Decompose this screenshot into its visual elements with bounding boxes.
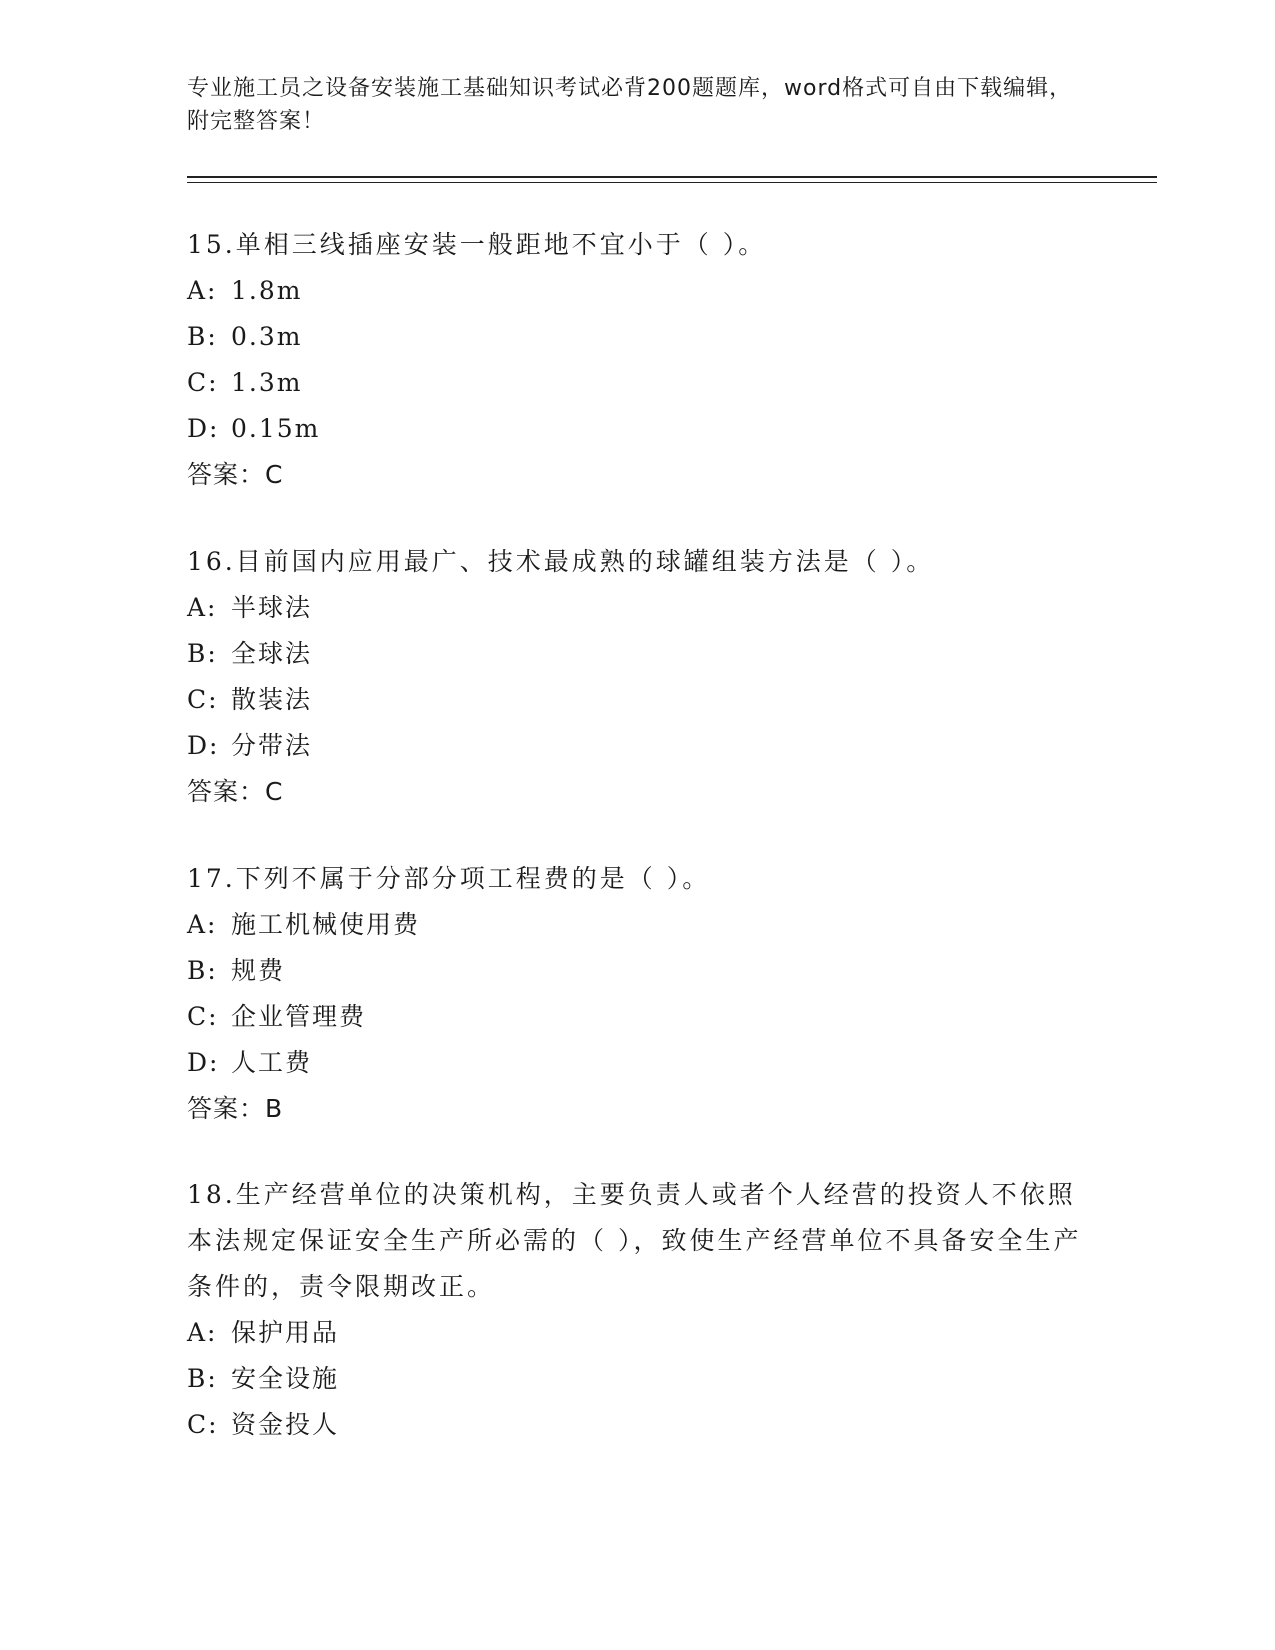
- option-d: [187, 406, 1087, 452]
- option-text: 安全设施: [231, 1364, 340, 1393]
- option-b: [187, 631, 1087, 677]
- option-b: [187, 948, 1087, 994]
- option-key: A:: [187, 910, 218, 939]
- option-text: 散装法: [231, 685, 313, 714]
- option-c: [187, 360, 1087, 406]
- question-stem: 18.生产经营单位的决策机构，主要负责人或者个人经营的投资人不依照本法规定保证安全生产所必需的（ ），致使生产经营单位不具备安全生产条件的，责令限期改正。: [187, 1180, 1082, 1301]
- option-a: [187, 902, 1087, 948]
- option-text: 0.15m: [231, 414, 321, 443]
- option-key: A:: [187, 593, 218, 622]
- option-text: 1.3m: [231, 368, 303, 397]
- question-16: [187, 539, 1087, 815]
- option-key: C:: [187, 368, 219, 397]
- option-key: B:: [187, 956, 218, 985]
- option-d: [187, 1040, 1087, 1086]
- option-c: [187, 1402, 1087, 1448]
- option-a: [187, 268, 1087, 314]
- option-text: 0.3m: [231, 322, 303, 351]
- option-key: C:: [187, 685, 219, 714]
- document-title: 专业施工员之设备安装施工基础知识考试必背200题题库，word格式可自由下载编辑，附完整答案！: [187, 76, 1073, 134]
- option-text: 规费: [231, 956, 286, 985]
- option-key: A:: [187, 276, 218, 305]
- option-key: B:: [187, 639, 218, 668]
- question-stem: 15.单相三线插座安装一般距地不宜小于（ ）。: [187, 230, 767, 259]
- option-text: 分带法: [231, 731, 313, 760]
- header-divider: [187, 176, 1157, 178]
- option-key: D:: [187, 1048, 220, 1077]
- option-a: [187, 1310, 1087, 1356]
- option-c: [187, 677, 1087, 723]
- option-b: [187, 314, 1087, 360]
- option-key: C:: [187, 1410, 219, 1439]
- answer-line: 答案：C: [187, 777, 284, 806]
- option-text: 资金投人: [231, 1410, 340, 1439]
- option-text: 1.8m: [231, 276, 303, 305]
- option-text: 保护用品: [231, 1318, 340, 1347]
- question-18: [187, 1172, 1087, 1448]
- option-b: [187, 1356, 1087, 1402]
- option-key: B:: [187, 1364, 218, 1393]
- option-key: D:: [187, 414, 220, 443]
- option-text: 半球法: [231, 593, 313, 622]
- question-stem: 16.目前国内应用最广、技术最成熟的球罐组装方法是（ ）。: [187, 547, 935, 576]
- option-text: 企业管理费: [231, 1002, 367, 1031]
- option-text: 人工费: [231, 1048, 313, 1077]
- question-15: [187, 222, 1087, 498]
- option-key: D:: [187, 731, 220, 760]
- option-key: A:: [187, 1318, 218, 1347]
- question-17: [187, 856, 1087, 1132]
- option-key: B:: [187, 322, 218, 351]
- answer-line: 答案：B: [187, 1094, 284, 1123]
- header-divider-thin: [187, 182, 1157, 183]
- option-key: C:: [187, 1002, 219, 1031]
- option-text: 全球法: [231, 639, 313, 668]
- option-d: [187, 723, 1087, 769]
- option-c: [187, 994, 1087, 1040]
- option-text: 施工机械使用费: [231, 910, 421, 939]
- question-stem: 17.下列不属于分部分项工程费的是（ ）。: [187, 864, 711, 893]
- option-a: [187, 585, 1087, 631]
- answer-line: 答案：C: [187, 460, 284, 489]
